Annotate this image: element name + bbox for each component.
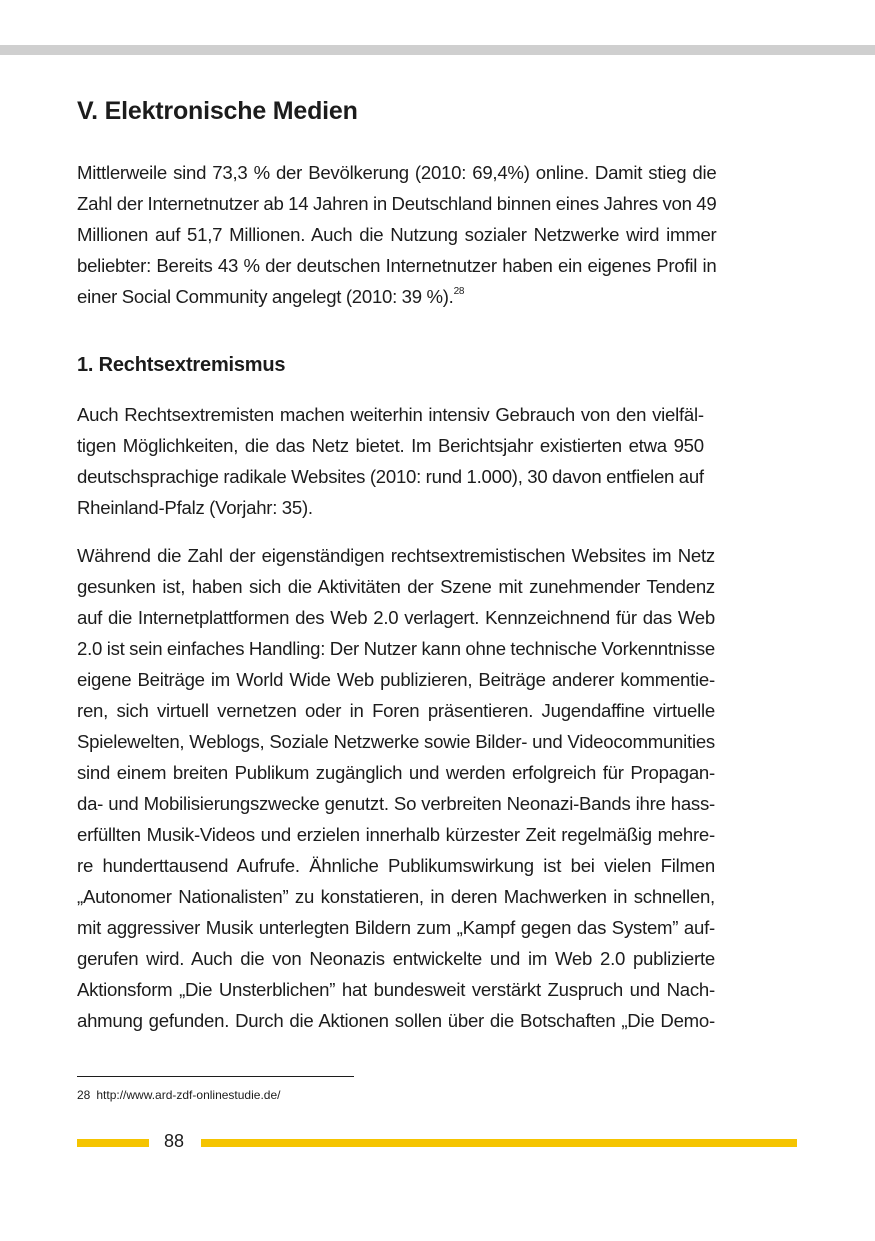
text-line (77, 281, 716, 312)
body-paragraph (77, 399, 704, 523)
text-line: Millionen auf 51,7 Millionen. Auch die Nutzung sozialer Netzwerke wird immer (77, 224, 717, 245)
text-line: ahmung gefunden. Durch die Aktionen sollen über die Botschaften „Die Demo- (77, 1010, 715, 1031)
body-paragraph (77, 540, 715, 1036)
text-line: erfüllten Musik-Videos und erzielen innerhalb kürzester Zeit regelmäßig mehre- (77, 824, 715, 845)
text-line: re hunderttausend Aufrufe. Ähnliche Publikumswirkung ist bei vielen Filmen (77, 855, 715, 876)
text-line: Mittlerweile sind 73,3 % der Bevölkerung (2010: 69,4%) online. Damit stieg die (77, 162, 717, 183)
text-line-content: einer Social Community angelegt (2010: 39 %). (77, 286, 454, 307)
text-line: mit aggressiver Musik unterlegten Bildern zum „Kampf gegen das System” auf- (77, 917, 715, 938)
page-number: 88 (163, 1131, 185, 1151)
footnote-reference: 28 (453, 286, 465, 297)
header-rule (0, 45, 875, 55)
text-line: Während die Zahl der eigenständigen rechtsextremistischen Websites im Netz (77, 545, 715, 566)
text-line: gesunken ist, haben sich die Aktivitäten der Szene mit zunehmender Tendenz (77, 576, 715, 597)
intro-paragraph (77, 157, 716, 312)
footer-bar-left (77, 1139, 149, 1147)
text-line: Zahl der Internetnutzer ab 14 Jahren in Deutschland binnen eines Jahres von 49 (77, 193, 717, 214)
text-line: eigene Beiträge im World Wide Web publizieren, Beiträge anderer kommentie- (77, 669, 715, 690)
text-line: sind einem breiten Publikum zugänglich und werden erfolgreich für Propagan- (77, 762, 715, 783)
text-line: Spielewelten, Weblogs, Soziale Netzwerke sowie Bilder- und Videocommunities (77, 731, 715, 752)
text-line: deutschsprachige radikale Websites (2010: rund 1.000), 30 davon entfielen auf (77, 466, 704, 487)
section-title: 1. Rechtsextremismus (77, 354, 286, 376)
chapter-title: V. Elektronische Medien (77, 97, 358, 125)
page-content (77, 92, 797, 1031)
footnote (77, 1087, 280, 1103)
text-line: tigen Möglichkeiten, die das Netz bietet. Im Berichtsjahr existierten etwa 950 (77, 435, 704, 456)
text-line: Auch Rechtsextremisten machen weiterhin intensiv Gebrauch von den vielfäl- (77, 404, 704, 425)
text-line: auf die Internetplattformen des Web 2.0 verlagert. Kennzeichnend für das Web (77, 607, 715, 628)
text-line: da- und Mobilisierungszwecke genutzt. So verbreiten Neonazi-Bands ihre hass- (77, 793, 715, 814)
text-line: beliebter: Bereits 43 % der deutschen Internetnutzer haben ein eigenes Profil in (77, 255, 717, 276)
text-line: ren, sich virtuell vernetzen oder in Foren präsentieren. Jugendaffine virtuelle (77, 700, 715, 721)
text-line: Aktionsform „Die Unsterblichen” hat bundesweit verstärkt Zuspruch und Nach- (77, 979, 715, 1000)
footer-bar-right (201, 1139, 797, 1147)
footnote-number: 28 (77, 1088, 91, 1102)
text-line: „Autonomer Nationalisten” zu konstatieren, in deren Machwerken in schnellen, (77, 886, 715, 907)
text-line: 2.0 ist sein einfaches Handling: Der Nutzer kann ohne technische Vorkenntnisse (77, 638, 715, 659)
text-line: Rheinland-Pfalz (Vorjahr: 35). (77, 497, 313, 518)
text-line: gerufen wird. Auch die von Neonazis entwickelte und im Web 2.0 publizierte (77, 948, 715, 969)
footnote-divider (77, 1076, 354, 1077)
footnote-link[interactable]: http://www.ard-zdf-onlinestudie.de/ (96, 1088, 281, 1102)
